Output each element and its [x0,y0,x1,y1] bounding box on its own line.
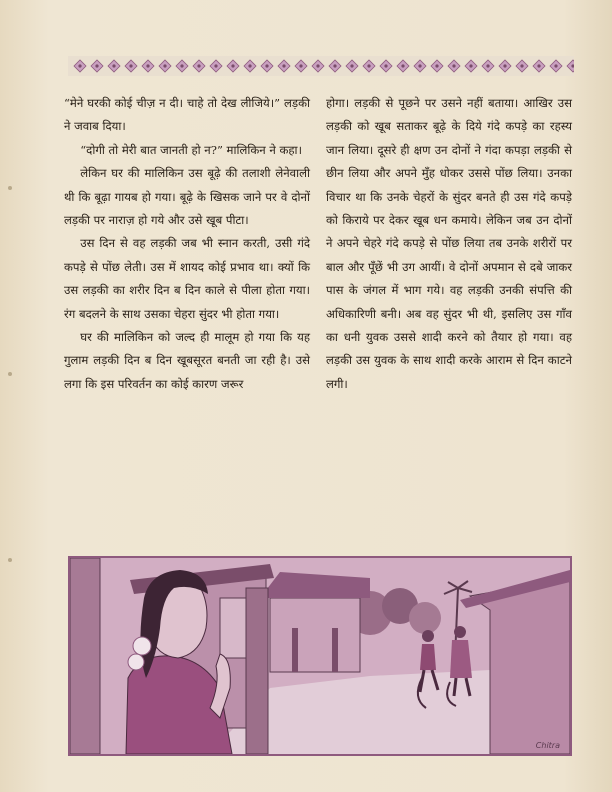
border-ornament [108,60,120,72]
decorative-border-pattern [68,56,574,76]
border-ornament [567,60,574,72]
binding-hole [8,372,12,376]
border-ornament [244,60,256,72]
border-ornament [261,60,273,72]
border-ornament [431,60,443,72]
border-ornament [448,60,460,72]
border-ornament [312,60,324,72]
paragraph: उस दिन से वह लड़की जब भी स्नान करती, उसी गंदे कपड़े से पोंछ लेती। उस में शायद कोई प्रभाव था। क्यों कि उस लड़की का शरीर दिन ब दिन काले से पीला होता गया। रंग बदलने के साथ उसका चेहरा सुंदर भी होता गया। [64,236,310,321]
border-ornament [74,60,86,72]
text-column-left [64,92,310,396]
border-ornament [346,60,358,72]
border-ornament [550,60,562,72]
binding-hole [8,558,12,562]
border-ornament [193,60,205,72]
border-ornament [499,60,511,72]
doorway-pillar [70,558,100,754]
artist-signature: Chitra [535,741,560,750]
border-ornament [278,60,290,72]
border-ornament [516,60,528,72]
border-ornament [125,60,137,72]
border-ornament [533,60,545,72]
border-ornament [363,60,375,72]
doorway-pillar-right [246,588,268,754]
border-ornament [91,60,103,72]
border-ornament [295,60,307,72]
paragraph: घर की मालिकिन को जल्द ही मालूम हो गया कि यह गुलाम लड़की दिन ब दिन खूबसूरत बनती जा रही है। उसे लगा कि इस परिवर्तन का कोई कारण जरूर [64,330,310,391]
paragraph: “मेने घरकी कोई चीज़ न दी। चाहे तो देख लीजिये।” लड़की ने जवाब दिया। [64,96,310,134]
illustration-scene [70,558,570,754]
decorative-border [68,56,574,76]
border-ornament [210,60,222,72]
border-ornament [380,60,392,72]
text-column-right [326,92,572,396]
border-ornament [397,60,409,72]
border-ornament [465,60,477,72]
border-ornament [482,60,494,72]
border-ornament [142,60,154,72]
house-middle [270,598,360,672]
binding-hole [8,186,12,190]
border-ornament [159,60,171,72]
story-illustration [68,556,572,756]
border-ornament [329,60,341,72]
border-ornament [414,60,426,72]
paragraph: लेकिन घर की मालिकिन उस बूढ़े की तलाशी लेनेवाली थी कि बूढ़ा गायब हो गया। बूढ़े के खिसक जाने पर वे दोनों लड़की पर नाराज़ हो गये और उसे खूब पीटा। [64,166,310,228]
paragraph: होगा। लड़की से पूछने पर उसने नहीं बताया। आखिर उस लड़की को खूब सताकर बूढ़े के दिये गंदे कपड़े का रहस्य जान लिया। दूसरे ही क्षण उन दोनों ने गंदा कपड़ा लड़की से छीन लिया और अपने मुँह धोकर उससे पोंछ लिया। उनका विचार था कि उनके चेहरों के सुंदर बनते ही उस गंदे कपड़े को किराये पर देकर खूब धन कमाये। लेकिन जब उन दोनों ने अपने चेहरे गंदे कपड़े से पोंछ लिया तब उनके शरीरों पर बाल और पूँछें भी उग आयीं। वे दोनों अपमान से दबे जाकर पास के जंगल में भाग गये। वह लड़की उनकी संपत्ति की अधिकारिणी बनी। अब वह सुंदर भी थी, इसलिए उस गाँव का धनी युवक उससे शादी करने को तैयार हो गया। वह लड़की उस युवक के साथ शादी करके आराम से दिन काटने लगी। [326,96,572,391]
border-ornament [227,60,239,72]
paragraph: “दोगी तो मेरी बात जानती हो न?” मालिकिन ने कहा। [80,142,302,157]
border-ornament [176,60,188,72]
